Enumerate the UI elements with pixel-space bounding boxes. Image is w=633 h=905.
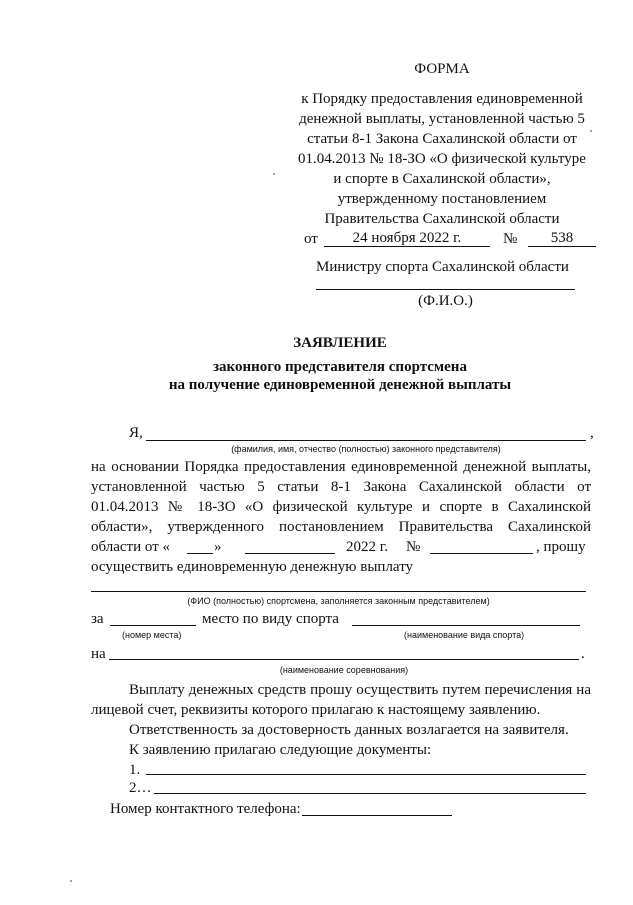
scan-speck — [590, 130, 592, 132]
za-label: за — [91, 611, 104, 627]
attachment-1-blank — [146, 774, 586, 775]
competition-name-note: (наименование соревнования) — [279, 665, 409, 675]
attachment-2-label: 2… — [129, 780, 152, 796]
applicant-fio-line — [146, 440, 586, 441]
na-label: на — [91, 646, 106, 662]
date-close-quote: » — [214, 539, 222, 555]
order-date-value: 24 ноября 2022 г. — [324, 230, 490, 247]
date-line-prefix: области от « — [91, 539, 170, 555]
athlete-fio-line — [91, 591, 586, 592]
paragraph-line-2: установленной частью 5 статьи 8-1 Закона Сахалинской области от — [91, 479, 591, 495]
place-text: место по виду спорта — [202, 611, 339, 627]
competition-name-blank — [109, 659, 579, 660]
form-header-line-4: 01.04.2013 № 18-ЗО «О физической культуре — [298, 151, 586, 167]
order-number-sign: № — [503, 231, 518, 247]
form-header-line-6: утвержденному постановлением — [337, 191, 547, 207]
place-number-note: (номер места) — [122, 630, 182, 640]
form-header-line-1: к Порядку предоставления единовременной — [301, 91, 583, 107]
paragraph-line-3: 01.04.2013 № 18-ЗО «О физической культуре и спорте в Сахалинской — [91, 499, 591, 515]
addressee-fio-line — [316, 289, 575, 290]
scan-speck — [70, 880, 72, 882]
place-number-blank — [110, 625, 196, 626]
date-line-suffix: , прошу — [536, 539, 586, 555]
applicant-fio-note: (фамилия, имя, отчество (полностью) законного представителя) — [231, 444, 501, 454]
scan-speck — [273, 173, 275, 175]
form-header-line-7: Правительства Сахалинской области — [324, 211, 560, 227]
statement-subtitle-1: законного представителя спортсмена — [213, 359, 467, 375]
date-number-blank — [430, 553, 533, 554]
paragraph-line-4: области», утвержденного постановлением Правительства Сахалинской — [91, 519, 591, 535]
statement-subtitle-2: на получение единовременной денежной выплаты — [168, 377, 512, 393]
addressee-fio-caption: (Ф.И.О.) — [418, 293, 473, 309]
competition-line-end: . — [581, 646, 585, 662]
payout-line-1: Выплату денежных средств прошу осуществить путем перечисления на — [129, 682, 591, 698]
attachment-1-label: 1. — [129, 762, 141, 778]
payout-line-2: лицевой счет, реквизиты которого прилагаю к настоящему заявлению. — [91, 702, 541, 718]
date-month-blank — [245, 553, 335, 554]
paragraph-line-1: на основании Порядка предоставления единовременной денежной выплаты, — [91, 459, 591, 475]
order-date-prefix: от — [304, 231, 318, 247]
applicant-suffix: , — [590, 425, 594, 441]
sport-name-blank — [352, 625, 580, 626]
form-header-line-2: денежной выплаты, установленной частью 5 — [299, 111, 585, 127]
sport-name-note: (наименование вида спорта) — [404, 630, 525, 640]
phone-blank — [302, 815, 452, 816]
attachments-intro: К заявлению прилагаю следующие документы: — [129, 742, 432, 758]
date-year: 2022 г. — [346, 539, 388, 555]
athlete-fio-note: (ФИО (полностью) спортсмена, заполняется законным представителем) — [187, 596, 490, 606]
date-day-blank — [187, 553, 213, 554]
attachment-2-blank — [154, 793, 586, 794]
form-header-line-3: статьи 8-1 Закона Сахалинской области от — [307, 131, 577, 147]
form-title: ФОРМА — [414, 61, 470, 77]
form-header-line-5: и спорте в Сахалинской области», — [333, 171, 551, 187]
applicant-prefix: Я, — [129, 425, 143, 441]
addressee-line: Министру спорта Сахалинской области — [316, 259, 569, 275]
paragraph-last-line: осуществить единовременную денежную выплату — [91, 559, 414, 575]
statement-title: ЗАЯВЛЕНИЕ — [293, 335, 387, 351]
order-number-value: 538 — [528, 230, 596, 247]
responsibility-line: Ответственность за достоверность данных возлагается на заявителя. — [129, 722, 569, 738]
phone-label: Номер контактного телефона: — [110, 801, 301, 817]
date-number-sign: № — [406, 539, 421, 555]
